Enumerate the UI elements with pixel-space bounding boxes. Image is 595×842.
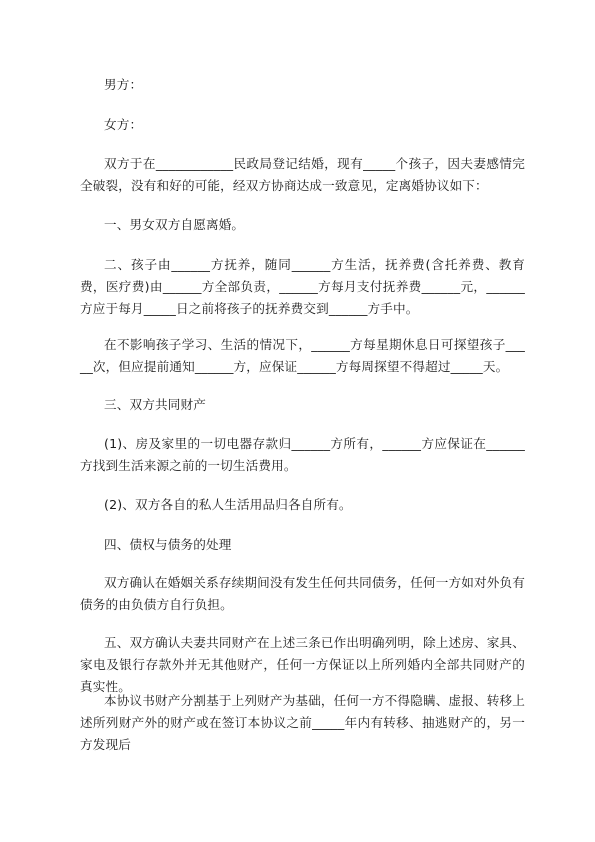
- debt-paragraph: 双方确认在婚姻关系存续期间没有发生任何共同债务，任何一方如对外负有债务的由负债方自行负担。: [80, 575, 525, 612]
- clause-5-paragraph: 五、双方确认夫妻共同财产在上述三条已作出明确列明，除上述房、家具、家电及银行存款外并无其他财产，任何一方保证以上所列婚内全部共同财产的真实性。: [80, 635, 525, 694]
- clause-4-heading: 四、债权与债务的处理: [104, 537, 232, 552]
- clause-2-child-custody: 二、孩子由______方抚养，随同______方生活，抚养费(含托养费、教育费，医疗费)由______方全部负责，______方每月支付抚养费______元，______方应于每月_____日之前将孩子的抚养费交到______方手中。: [80, 257, 525, 316]
- clause-3-heading: 三、双方共同财产: [104, 397, 206, 412]
- female-party-label: 女方：: [104, 117, 143, 132]
- clause-1-voluntary-divorce: 一、男女双方自愿离婚。: [104, 217, 245, 232]
- visitation-paragraph: 在不影响孩子学习、生活的情况下，______方每星期休息日可探望孩子_____次，但应提前通知______方，应保证______方每周探望不得超过_____天。: [80, 337, 525, 374]
- property-item-2: (2)、双方各自的私人生活用品归各自所有。: [104, 497, 352, 512]
- male-party-label: 男方：: [104, 77, 143, 92]
- property-basis-paragraph: 本协议书财产分割基于上列财产为基础，任何一方不得隐瞒、虚报、转移上述所列财产外的财产或在签订本协议之前_____年内有转移、抽逃财产的，另一方发现后: [80, 693, 525, 752]
- intro-paragraph: 双方于在____________民政局登记结婚，现有_____个孩子，因夫妻感情完全破裂，没有和好的可能，经双方协商达成一致意见，定离婚协议如下：: [80, 156, 525, 193]
- property-item-1: (1)、房及家里的一切电器存款归______方所有，______方应保证在______方找到生活来源之前的一切生活费用。: [80, 436, 525, 473]
